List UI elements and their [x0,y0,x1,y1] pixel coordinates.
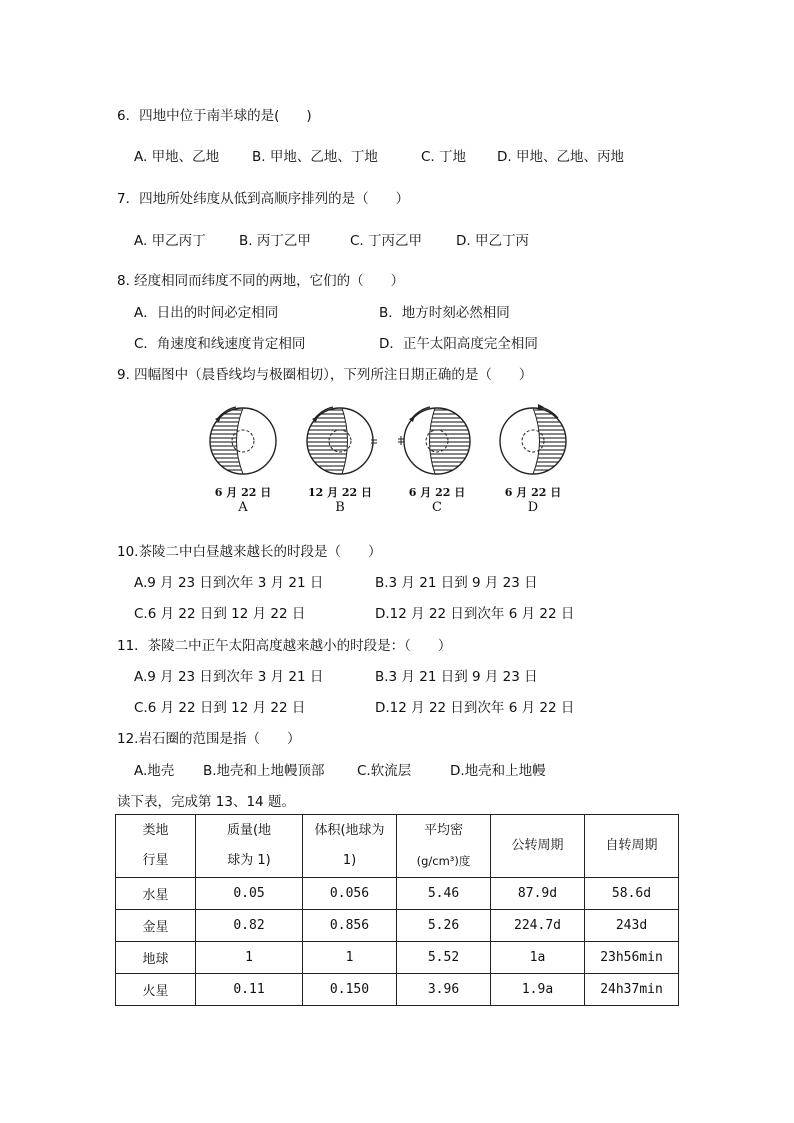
diagram-b-letter: B [335,500,345,515]
cell-planet: 水星 [116,878,196,910]
table-header-row [116,815,679,878]
cell-revolution: 224.7d [491,910,585,942]
diagram-b-date: 12 月 22 日 [307,486,373,499]
diagram-d [488,396,578,522]
q8-option-c: C．角速度和线速度肯定相同 [134,336,306,352]
q6-option-c: C. 丁地 [421,149,467,165]
q8-option-b: B．地方时刻必然相同 [379,305,510,321]
q12-option-a: A.地壳 [134,763,175,779]
q8-option-a: A．日出的时间必定相同 [134,305,279,321]
cell-density: 5.26 [397,910,491,942]
cell-revolution: 1a [491,942,585,974]
q11-stem: 11．茶陵二中正午太阳高度越来越小的时段是：（ ） [117,638,452,654]
diagram-c [392,396,482,522]
header-rotation-period: 自转周期 [585,815,679,878]
cell-revolution: 1.9a [491,974,585,1006]
q6-stem: 6．四地中位于南半球的是( ) [117,108,312,124]
header-density: 平均密 (g/cm³)度 [397,815,491,878]
q8-stem: 8. 经度相同而纬度不同的两地，它们的（ ） [117,273,405,289]
cell-planet: 金星 [116,910,196,942]
cell-volume: 0.856 [303,910,397,942]
cell-rotation: 58.6d [585,878,679,910]
table-row [116,878,679,910]
cell-density: 3.96 [397,974,491,1006]
q6-option-a: A. 甲地、乙地 [134,149,220,165]
q10-option-b: B.3 月 21 日到 9 月 23 日 [375,575,538,591]
cell-volume: 1 [303,942,397,974]
q8-option-d: D．正午太阳高度完全相同 [379,336,538,352]
diagram-a-date: 6 月 22 日 [214,486,272,499]
cell-rotation: 243d [585,910,679,942]
q7-stem: 7．四地所处纬度从低到高顺序排列的是（ ） [117,191,410,207]
diagram-c-date: 6 月 22 日 [408,486,466,499]
q6-option-b: B. 甲地、乙地、丁地 [252,149,378,165]
cell-density: 5.46 [397,878,491,910]
cell-revolution: 87.9d [491,878,585,910]
q10-option-a: A.9 月 23 日到次年 3 月 21 日 [134,575,324,591]
diagram-a [198,396,288,522]
diagram-a-letter: A [238,500,248,515]
header-volume: 体积(地球为 1) [303,815,397,878]
diagram-c-letter: C [432,500,442,515]
cell-mass: 0.82 [196,910,303,942]
q10-option-d: D.12 月 22 日到次年 6 月 22 日 [375,606,575,622]
globe-b-icon [295,396,385,484]
planet-data-table [115,814,679,1006]
q12-option-b: B.地壳和上地幔顶部 [203,763,325,779]
diagram-d-letter: D [527,500,539,515]
cell-volume: 0.056 [303,878,397,910]
q12-stem: 12.岩石圈的范围是指（ ） [117,731,301,747]
q10-option-c: C.6 月 22 日到 12 月 22 日 [134,606,306,622]
header-mass: 质量(地 球为 1) [196,815,303,878]
table-row [116,910,679,942]
table-row [116,974,679,1006]
q11-option-b: B.3 月 21 日到 9 月 23 日 [375,669,538,685]
q9-stem: 9. 四幅图中（晨昏线均与极圈相切），下列所注日期正确的是（ ） [117,367,533,383]
header-planet: 类地 行星 [116,815,196,878]
q10-stem: 10.茶陵二中白昼越来越长的时段是（ ） [117,544,382,560]
cell-rotation: 23h56min [585,942,679,974]
cell-planet: 地球 [116,942,196,974]
cell-mass: 1 [196,942,303,974]
q11-option-c: C.6 月 22 日到 12 月 22 日 [134,700,306,716]
diagram-b [295,396,385,522]
globe-d-icon [488,396,578,484]
header-revolution-period: 公转周期 [491,815,585,878]
cell-mass: 0.05 [196,878,303,910]
earth-illumination-diagrams [198,396,578,522]
q11-option-a: A.9 月 23 日到次年 3 月 21 日 [134,669,324,685]
q7-option-a: A. 甲乙丙丁 [134,233,206,249]
table-row [116,942,679,974]
q12-option-c: C.软流层 [357,763,412,779]
q7-option-c: C. 丁丙乙甲 [350,233,423,249]
q7-option-d: D. 甲乙丁丙 [456,233,529,249]
globe-c-icon [392,396,482,484]
table-intro: 读下表，完成第 13、14 题。 [117,794,295,810]
diagram-d-date: 6 月 22 日 [504,486,562,499]
cell-planet: 火星 [116,974,196,1006]
globe-a-icon [198,396,288,484]
cell-rotation: 24h37min [585,974,679,1006]
cell-mass: 0.11 [196,974,303,1006]
cell-density: 5.52 [397,942,491,974]
q7-option-b: B. 丙丁乙甲 [239,233,311,249]
cell-volume: 0.150 [303,974,397,1006]
q11-option-d: D.12 月 22 日到次年 6 月 22 日 [375,700,575,716]
q12-option-d: D.地壳和上地幔 [450,763,546,779]
q6-option-d: D. 甲地、乙地、丙地 [497,149,624,165]
